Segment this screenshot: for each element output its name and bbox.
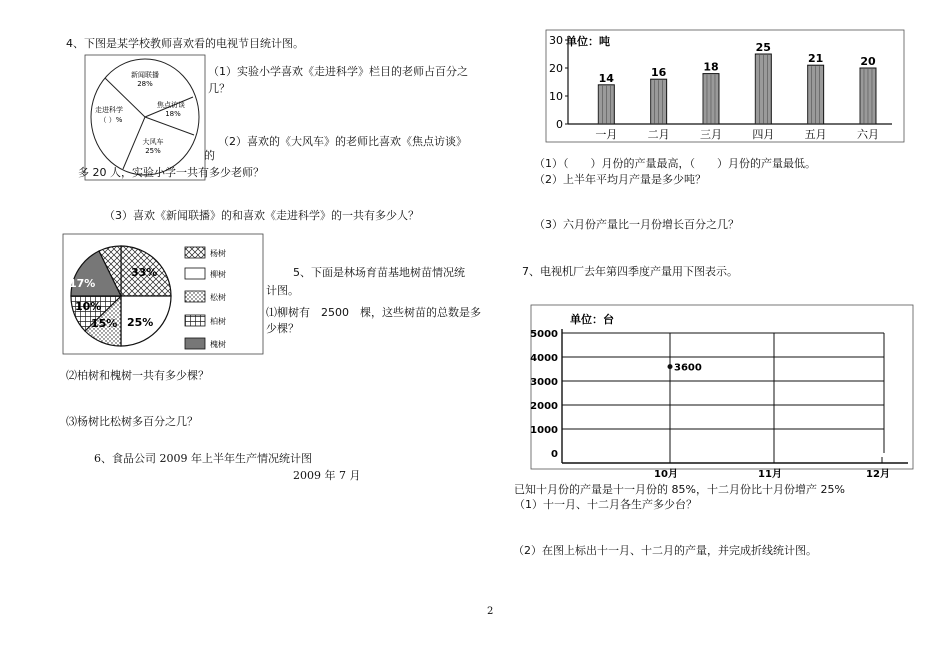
q5-sub3: ⑶杨树比松树多百分之几？: [66, 415, 198, 428]
bar-x-tick-label: 二月: [647, 128, 670, 141]
bar-y-tick-label: 20: [549, 62, 563, 75]
page-number: 2: [487, 606, 494, 617]
q5-sub1-line2: 少棵？: [266, 322, 299, 335]
bar-x-tick-label: 三月: [699, 128, 722, 141]
line-y-tick-label: 5000: [530, 329, 558, 340]
pie-pct-science: （ ）%: [99, 116, 123, 124]
line-point: [668, 364, 673, 369]
q5-title-line1: 5、下面是林场育苗基地树苗情况统: [293, 266, 465, 279]
q4-sub2-line1: （2）喜欢的《大风车》的老师比喜欢《焦点访谈》: [218, 135, 467, 148]
bar-y-tick-label: 0: [556, 118, 563, 131]
q7-info: 已知十月份的产量是十一月份的 85%，十二月份比十月份增产 25%: [514, 483, 845, 496]
tree-slice-pine-label: 15%: [91, 317, 118, 330]
bar-q2: （2）上半年平均月产量是多少吨？: [534, 173, 706, 186]
pie-label-focus: 焦点访谈: [157, 101, 185, 109]
tree-slice-cypress-label: 10%: [75, 300, 102, 313]
bar-value-label: 21: [807, 52, 824, 66]
bar-value-label: 14: [598, 71, 614, 85]
legend-cypress: 柏树: [210, 317, 226, 326]
legend-willow: 柳树: [210, 270, 226, 279]
pie-label-windmill: 大风车: [142, 138, 164, 146]
bar-chart-unit: 单位：吨: [566, 35, 610, 48]
tree-pie-chart: [63, 234, 263, 354]
bar-x-tick-label: 一月: [595, 128, 618, 141]
q7-sub1: （1）十一月、十二月各生产多少台？: [514, 498, 697, 511]
q4-title: 4、下图是某学校教师喜欢看的电视节目统计图。: [66, 37, 304, 50]
bar-value-label: 20: [860, 55, 876, 68]
q4-sub1-line1: （1）实验小学喜欢《走进科学》栏目的老师占百分之: [208, 65, 468, 78]
line-point-label: 3600: [674, 362, 702, 374]
bar-y-tick-label: 30: [549, 34, 563, 47]
bar-q1: （1）（ ）月份的产量最高，（ ）月份的产量最低。: [534, 157, 816, 170]
q5-title-line2: 计图。: [266, 284, 299, 297]
pie-pct-news: 28%: [137, 80, 153, 88]
bar-x-tick-label: 五月: [804, 128, 827, 141]
bar-x-tick-label: 四月: [752, 128, 775, 141]
pie-label-science: 走进科学: [95, 106, 123, 114]
bar-y-tick-label: 10: [549, 90, 563, 103]
q7-title: 7、电视机厂去年第四季度产量用下图表示。: [522, 265, 738, 278]
legend-pine: 松树: [210, 293, 226, 302]
q4-sub1-line2: 几？: [208, 82, 230, 95]
bar-value-label: 25: [755, 41, 771, 54]
q4-sub3: （3）喜欢《新闻联播》的和喜欢《走进科学》的一共有多少人？: [104, 209, 419, 222]
q5-sub2: ⑵柏树和槐树一共有多少棵？: [66, 369, 209, 382]
legend-locust: 槐树: [210, 340, 226, 349]
pie-label-news: 新闻联播: [131, 71, 159, 79]
pie-pct-focus: 18%: [165, 110, 181, 118]
q6-title: 6、食品公司 2009 年上半年生产情况统计图: [94, 452, 312, 465]
line-y-tick-label: 3000: [530, 377, 558, 388]
line-x-tick-label: 12月: [866, 469, 890, 480]
line-x-tick-label: 10月: [654, 469, 678, 480]
tree-slice-willow-label: 25%: [127, 316, 154, 329]
line-chart-unit: 单位：台: [570, 313, 614, 326]
tree-slice-locust-label: 17%: [69, 277, 96, 290]
tree-slice-poplar-label: 33%: [131, 266, 158, 279]
q7-sub2: （2）在图上标出十一月、十二月的产量，并完成折线统计图。: [513, 544, 817, 557]
bar-value-label: 16: [650, 66, 667, 80]
bar-q3: （3）六月份产量比一月份增长百分之几？: [534, 218, 739, 231]
line-y-tick-label: 1000: [530, 425, 558, 436]
line-y-tick-label: 2000: [530, 401, 558, 412]
q4-sub2-line3: 多 20 人，实验小学一共有多少老师？: [78, 166, 264, 179]
tv-production-line-chart: [530, 305, 916, 480]
q6-date: 2009 年 7 月: [293, 469, 361, 482]
line-y-tick-label: 0: [551, 449, 558, 460]
tv-pie-chart: [85, 55, 205, 180]
bar-value-label: 18: [703, 60, 719, 74]
bar-x-tick-label: 六月: [856, 128, 879, 141]
production-bar-chart: [540, 30, 912, 148]
line-y-tick-label: 4000: [530, 353, 558, 364]
q4-sub2-line2: 的: [204, 149, 215, 162]
pie-pct-windmill: 25%: [145, 147, 161, 155]
line-x-tick-label: 11月: [758, 469, 782, 480]
q5-sub1-line1: ⑴柳树有 2500 棵，这些树苗的总数是多: [266, 306, 481, 319]
legend-poplar: 杨树: [210, 249, 226, 258]
